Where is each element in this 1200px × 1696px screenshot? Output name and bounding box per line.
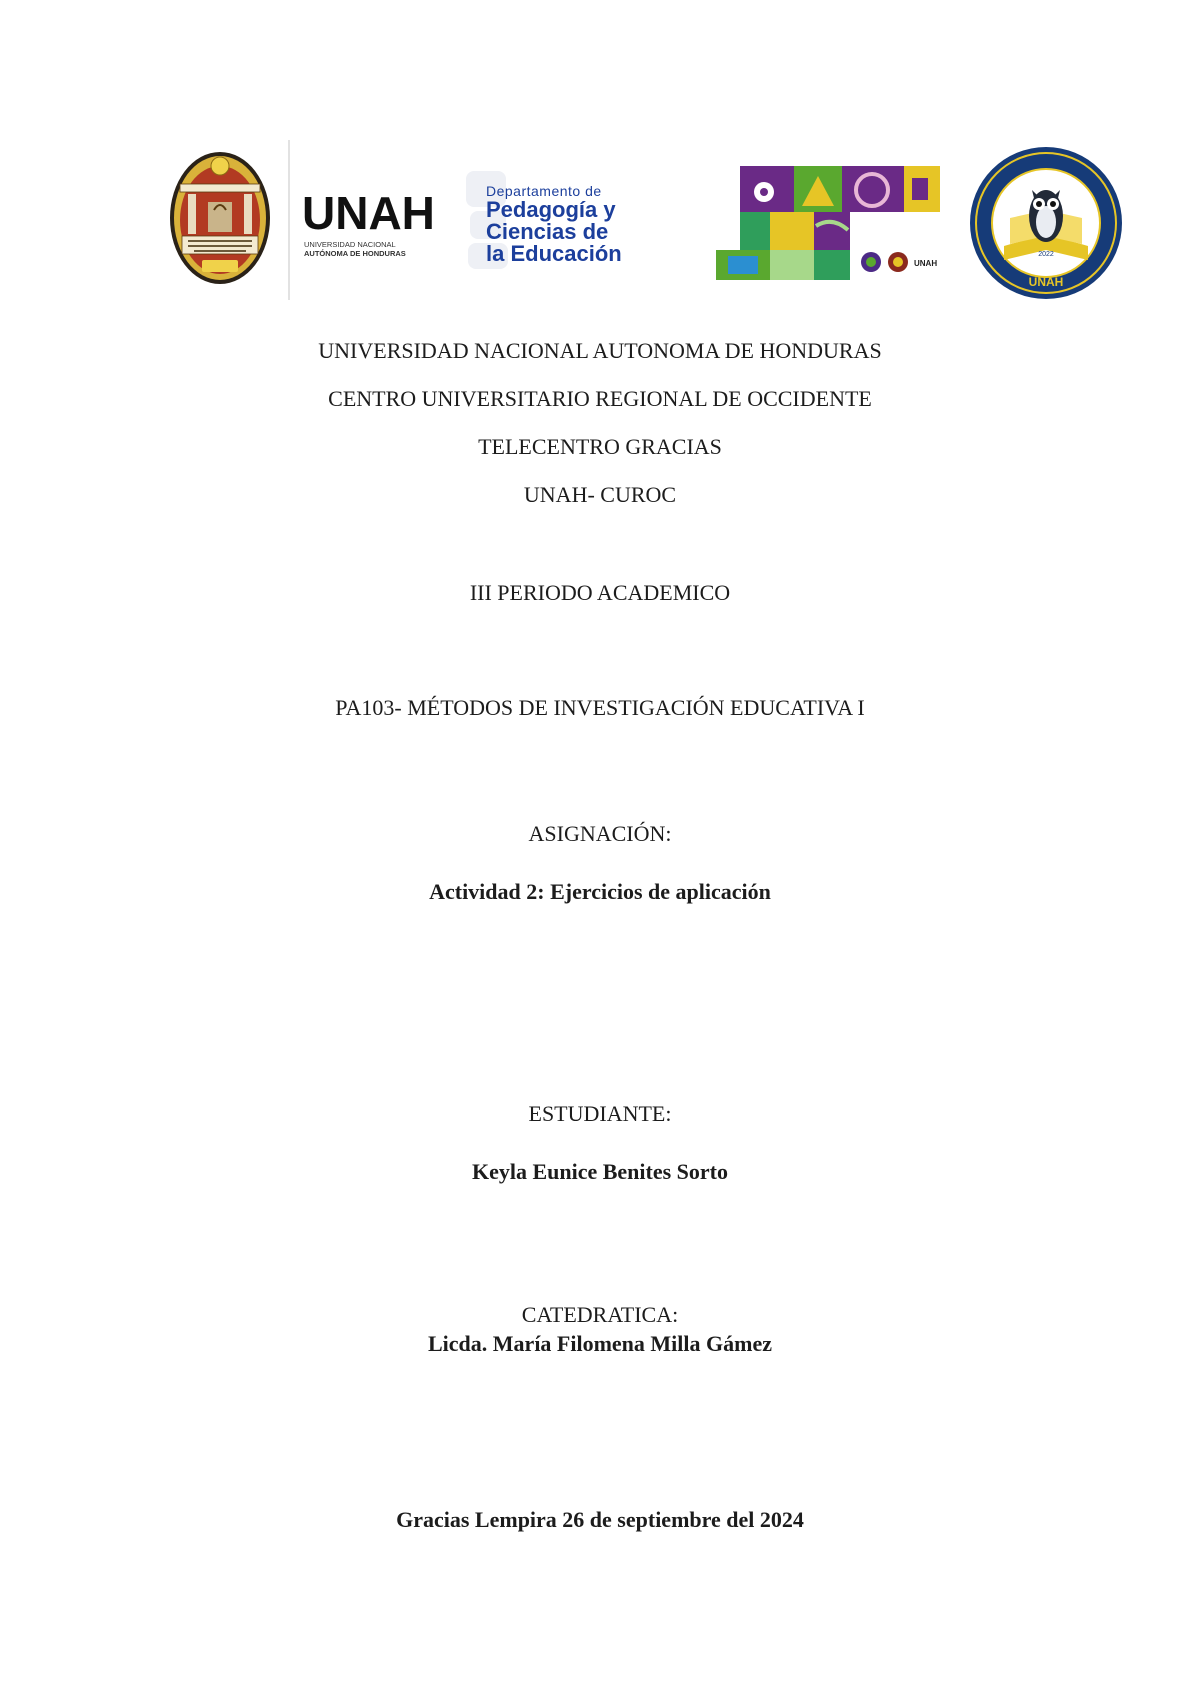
department-line-1: Departamento de <box>486 183 602 199</box>
unah-subtitle-line-2: AUTÓNOMA DE HONDURAS <box>304 249 406 258</box>
telecentro-name: TELECENTRO GRACIAS <box>478 434 722 459</box>
course-name: PA103- MÉTODOS DE INVESTIGACIÓN EDUCATIVA I <box>335 695 865 720</box>
owl-unah-label: UNAH <box>1028 275 1064 289</box>
unah-wordmark: UNAH <box>302 187 435 239</box>
unah-subtitle-line-1: UNIVERSIDAD NACIONAL <box>304 240 396 249</box>
department-line-4: la Educación <box>486 241 622 266</box>
teacher-label: CATEDRATICA: <box>521 1302 679 1327</box>
curoc-seal-logo <box>168 150 272 286</box>
owl-emblem-logo <box>968 146 1124 300</box>
assignment-label: ASIGNACIÓN: <box>528 821 672 846</box>
unah-subtitle <box>304 240 454 258</box>
university-name: UNIVERSIDAD NACIONAL AUTONOMA DE HONDURAS <box>318 338 882 363</box>
department-line-2: Pedagogía y <box>486 197 616 222</box>
department-line-3: Ciencias de <box>486 219 609 244</box>
student-name: Keyla Eunice Benites Sorto <box>471 1159 729 1184</box>
pedagogy-department-logo <box>460 165 660 275</box>
teacher-name: Licda. María Filomena Milla Gámez <box>428 1331 772 1356</box>
logo-divider <box>288 140 290 300</box>
academic-period: III PERIODO ACADEMICO <box>469 580 731 605</box>
assignment-title: Actividad 2: Ejercicios de aplicación <box>429 879 771 904</box>
mosaic-unah-tag: UNAH <box>914 259 938 268</box>
unit-name: UNAH- CUROC <box>523 482 677 507</box>
student-label: ESTUDIANTE: <box>528 1101 672 1126</box>
unah-logo <box>302 187 452 260</box>
owl-year: 2022 <box>1038 251 1054 258</box>
regional-center-name: CENTRO UNIVERSITARIO REGIONAL DE OCCIDENTE <box>328 386 872 411</box>
logo-strip <box>0 0 1200 320</box>
place-and-date: Gracias Lempira 26 de septiembre del 2024 <box>396 1507 804 1532</box>
mosaic-logo <box>716 166 940 280</box>
department-name <box>486 183 622 265</box>
